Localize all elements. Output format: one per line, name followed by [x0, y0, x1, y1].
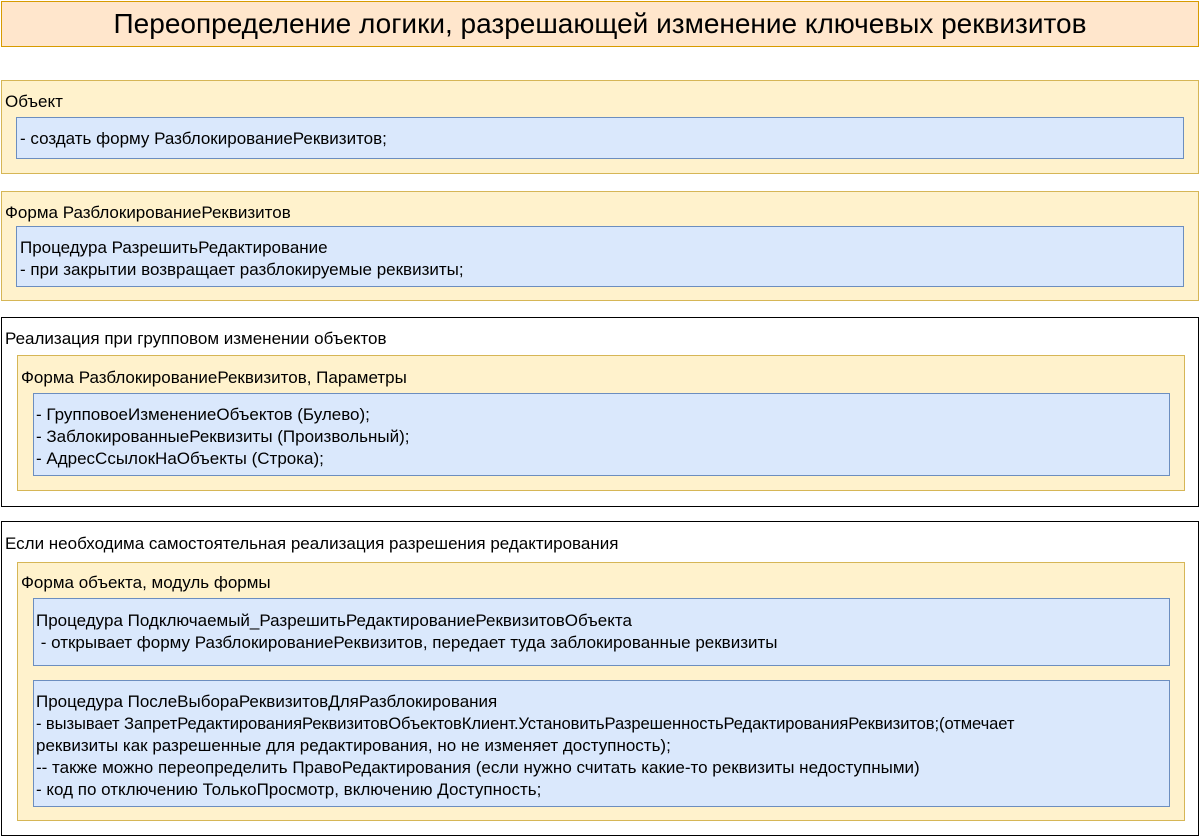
form-section-content — [16, 226, 1184, 287]
object-form-module — [17, 562, 1185, 821]
procedure-enable-editing — [33, 598, 1170, 666]
procedure-after-selection — [33, 680, 1170, 807]
group-form-parameters — [17, 355, 1185, 491]
procedure-line: -- также можно переопределить ПравоРедактирования (если нужно считать какие-то реквизиты недоступными) — [36, 758, 920, 777]
custom-section — [1, 521, 1199, 836]
group-form-parameters-label: Форма РазблокированиеРеквизитов, Параметры — [21, 368, 407, 387]
procedure-line: - открывает форму РазблокированиеРеквизитов, передает туда заблокированные реквизиты — [36, 633, 778, 652]
diagram-title — [1, 1, 1199, 47]
object-section-content — [16, 117, 1184, 159]
parameter-line: - ЗаблокированныеРеквизиты (Произвольный); — [36, 427, 410, 446]
procedure-line: - код по отключению ТолькоПросмотр, включению Доступность; — [36, 780, 542, 799]
parameter-line: - ГрупповоеИзменениеОбъектов (Булево); — [36, 405, 370, 424]
group-parameters-content — [33, 393, 1170, 476]
object-form-module-label: Форма объекта, модуль формы — [21, 573, 271, 592]
object-section — [1, 80, 1199, 174]
parameter-line: - АдресСсылокНаОбъекты (Строка); — [36, 449, 324, 468]
object-section-label: Объект — [5, 92, 63, 111]
form-description-line: - при закрытии возвращает разблокируемые реквизиты; — [20, 260, 464, 279]
group-section — [1, 317, 1199, 507]
form-section — [1, 191, 1199, 301]
procedure-line: Процедура Подключаемый_РазрешитьРедактированиеРеквизитовОбъекта — [36, 611, 632, 630]
object-line: - создать форму РазблокированиеРеквизитов; — [20, 129, 387, 148]
group-section-label: Реализация при групповом изменении объектов — [5, 329, 387, 348]
procedure-line: Процедура ПослеВыбораРеквизитовДляРазблокирования — [36, 692, 498, 711]
custom-section-label: Если необходима самостоятельная реализация разрешения редактирования — [5, 534, 619, 553]
diagram-title-text: Переопределение логики, разрешающей изменение ключевых реквизитов — [113, 8, 1087, 39]
procedure-line: - вызывает ЗапретРедактированияРеквизитовОбъектовКлиент.УстановитьРазрешенностьРедактированияРеквизитов;(отмечает — [36, 714, 1015, 733]
procedure-line: реквизиты как разрешенные для редактирования, но не изменяет доступность); — [36, 736, 671, 755]
form-procedure-line: Процедура РазрешитьРедактирование — [20, 238, 328, 257]
form-section-label: Форма РазблокированиеРеквизитов — [5, 203, 291, 222]
